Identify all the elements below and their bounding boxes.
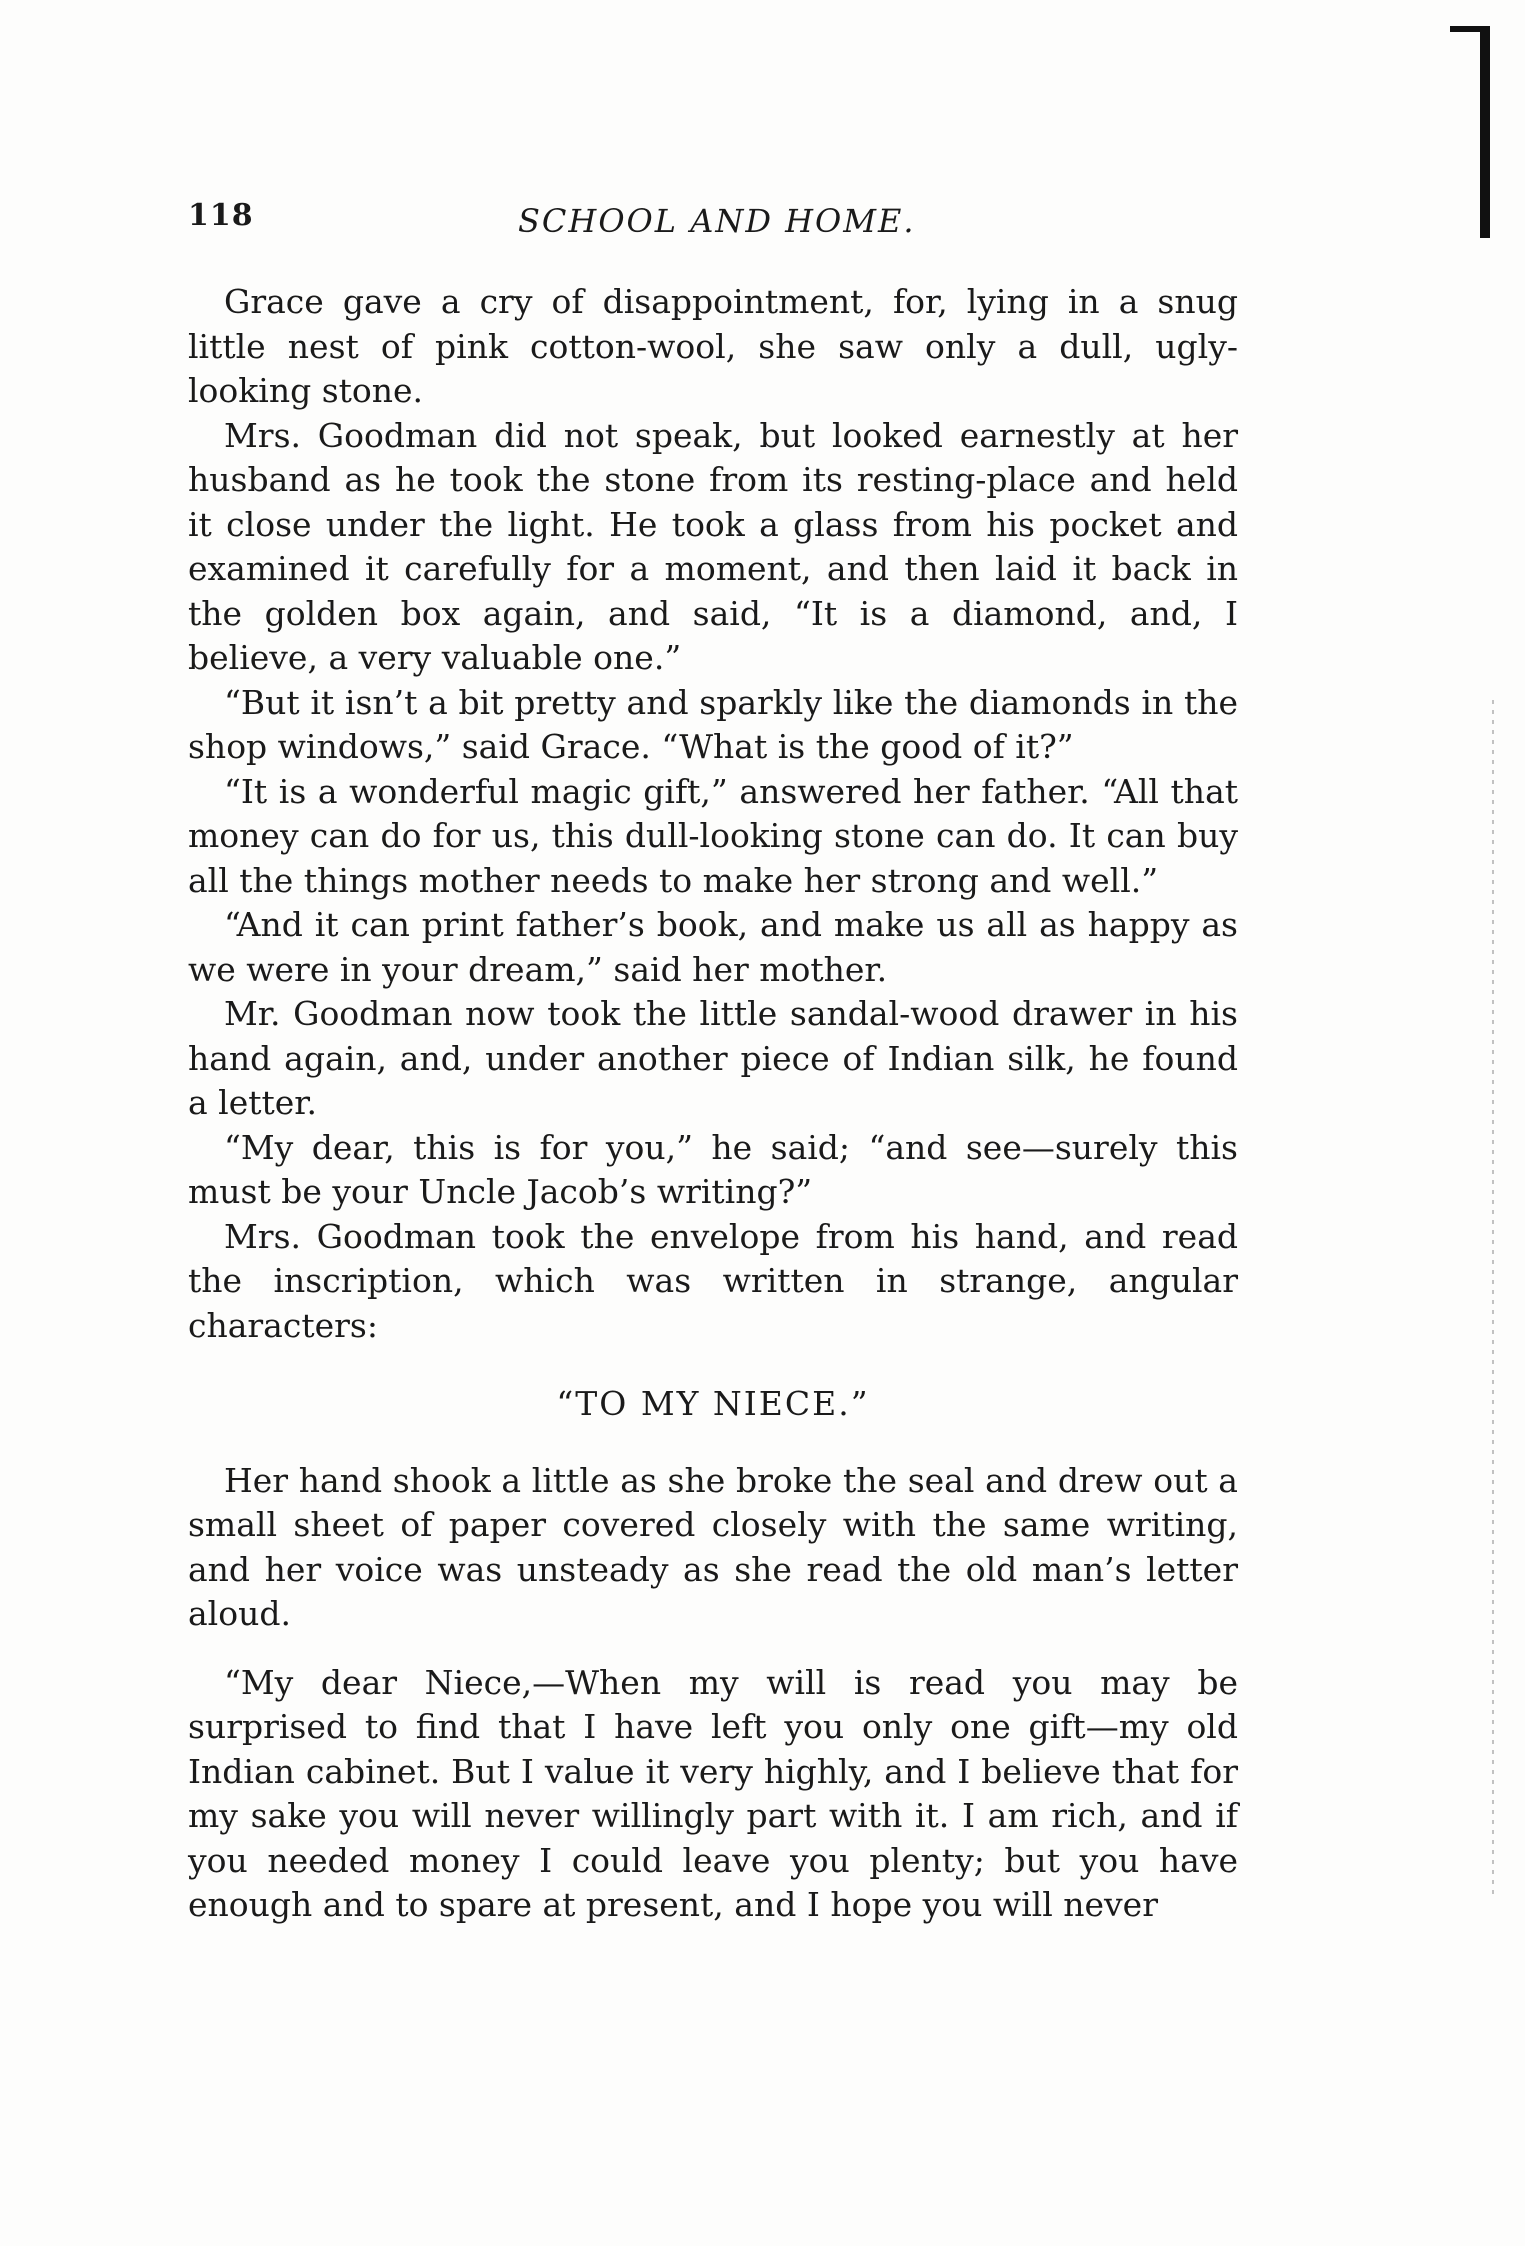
running-title: SCHOOL AND HOME. [518, 202, 916, 240]
paragraph: “My dear, this is for you,” he said; “and see—surely this must be your Uncle Jacob’s writing?” [188, 1127, 1238, 1211]
paragraph: Grace gave a cry of disappointment, for, lying in a snug little nest of pink cotton-wool, she saw only a dull, ugly-looking stone. [188, 282, 1238, 410]
page-number: 118 [188, 198, 254, 233]
paragraph: “It is a wonderful magic gift,” answered her father. “All that money can do for us, this dull-looking stone can do. It can buy all the things mother needs to make her strong and well.” [188, 771, 1238, 900]
paragraph: Her hand shook a little as she broke the seal and drew out a small sheet of paper covered closely with the same writing, and her voice was unsteady as she read the old man’s letter aloud. [188, 1460, 1238, 1633]
body-text [188, 280, 1238, 1928]
paragraph: “And it can print father’s book, and make us all as happy as we were in your dream,” said her mother. [188, 905, 1238, 989]
binding-edge [1480, 28, 1490, 238]
paragraph: Mr. Goodman now took the little sandal-wood drawer in his hand again, and, under another piece of Indian silk, he found a letter. [188, 994, 1238, 1122]
paragraph: “But it isn’t a bit pretty and sparkly like the diamonds in the shop windows,” said Grace. “What is the good of it?” [188, 682, 1238, 766]
page-header [188, 190, 1248, 250]
paragraph: Mrs. Goodman did not speak, but looked earnestly at her husband as he took the stone from its resting-place and held it close under the light. He took a glass from his pocket and examined it carefully for a moment, and then laid it back in the golden box again, and said, “It is a diamond, and, I believe, a very valuable one.” [188, 415, 1238, 677]
paragraph: Mrs. Goodman took the envelope from his hand, and read the inscription, which was written in strange, angular characters: [188, 1216, 1238, 1345]
letter-heading: “TO MY NIECE.” [556, 1384, 870, 1423]
page-edge-shadow [1492, 700, 1494, 1900]
letter-text: “My dear Niece,—When my will is read you may be surprised to find that I have left you only one gift—my old Indian cabinet. But I value it very highly, and I believe that for my sake you will never willingly part with it. I am rich, and if you needed money I could leave you plenty; but you have enough and to spare at present, and I hope you will never [188, 1662, 1238, 1924]
